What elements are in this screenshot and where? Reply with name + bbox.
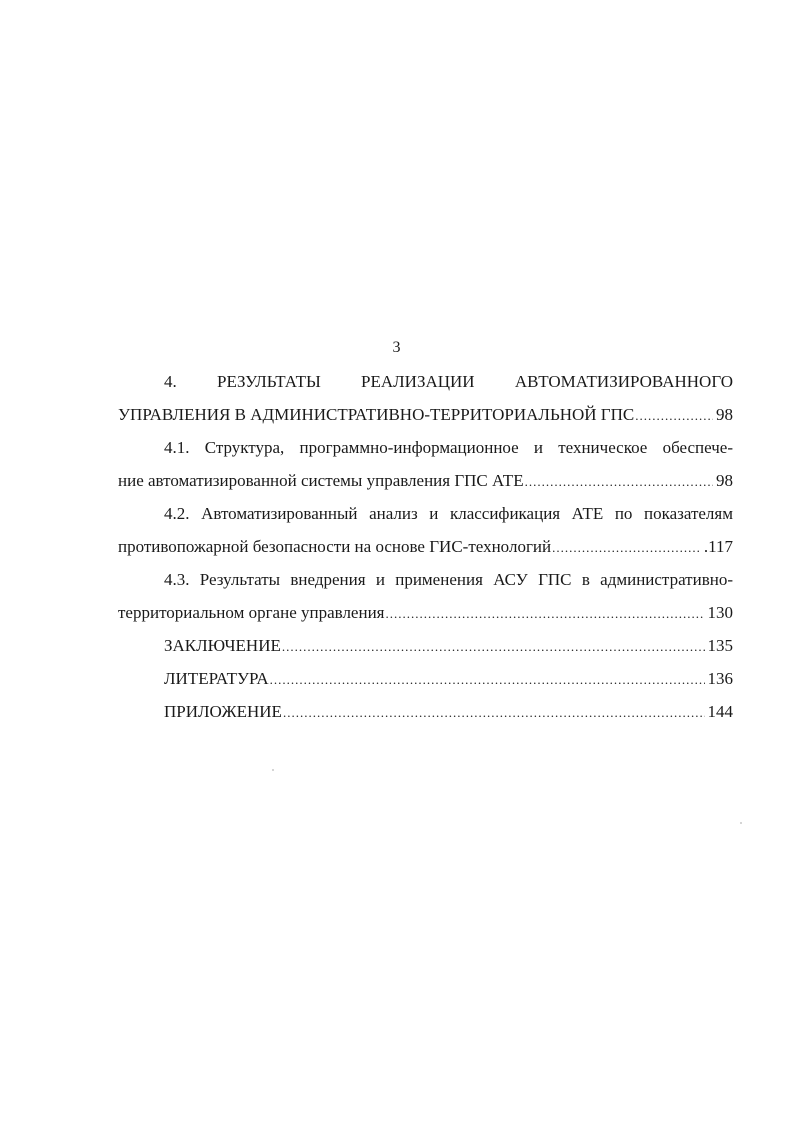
toc-chapter-4-title-line1: 4. РЕЗУЛЬТАТЫ РЕАЛИЗАЦИИ АВТОМАТИЗИРОВАННОГО (164, 372, 733, 391)
toc-page-number: 136 (707, 669, 733, 688)
toc-page-number: 98 (716, 471, 733, 490)
toc-literature (118, 668, 733, 701)
dot-leader (283, 702, 705, 724)
scan-speck (740, 822, 742, 824)
dot-leader (270, 669, 705, 691)
toc-page-number: 135 (707, 636, 733, 655)
toc-chapter-4 (118, 404, 733, 437)
toc-section-4-3-line1: 4.3. Результаты внедрения и применения АСУ ГПС в административно- (164, 570, 733, 589)
table-of-contents (118, 371, 733, 734)
dot-leader (386, 603, 705, 625)
toc-section-4-2 (118, 536, 733, 569)
toc-page-number: .117 (703, 537, 733, 556)
scan-speck (272, 769, 274, 771)
toc-section-4-1 (118, 470, 733, 503)
toc-section-4-3 (118, 602, 733, 635)
toc-page-number: 130 (707, 603, 733, 622)
dot-leader (525, 471, 713, 493)
toc-conclusion (118, 635, 733, 668)
toc-appendix-label: ПРИЛОЖЕНИЕ (164, 702, 282, 721)
page-number: 3 (392, 339, 401, 356)
toc-page-number: 98 (716, 405, 733, 424)
dot-leader (552, 537, 701, 559)
toc-section-4-1-line2: ние автоматизированной системы управления ГПС АТЕ (118, 471, 524, 490)
toc-conclusion-label: ЗАКЛЮЧЕНИЕ (164, 636, 281, 655)
dot-leader (282, 636, 705, 658)
toc-chapter-4-title-line2: УПРАВЛЕНИЯ В АДМИНИСТРАТИВНО-ТЕРРИТОРИАЛЬНОЙ ГПС (118, 405, 635, 424)
dot-leader (635, 405, 713, 427)
toc-literature-label: ЛИТЕРАТУРА (164, 669, 269, 688)
toc-section-4-2-line1: 4.2. Автоматизированный анализ и классификация АТЕ по показателям (164, 504, 733, 523)
toc-section-4-2-line2: противопожарной безопасности на основе ГИС-технологий (118, 537, 552, 556)
toc-appendix (118, 701, 733, 734)
toc-section-4-1-line1: 4.1. Структура, программно-информационное и техническое обеспече- (164, 438, 733, 457)
toc-section-4-3-line2: территориальном органе управления (118, 603, 385, 622)
toc-page-number: 144 (707, 702, 733, 721)
